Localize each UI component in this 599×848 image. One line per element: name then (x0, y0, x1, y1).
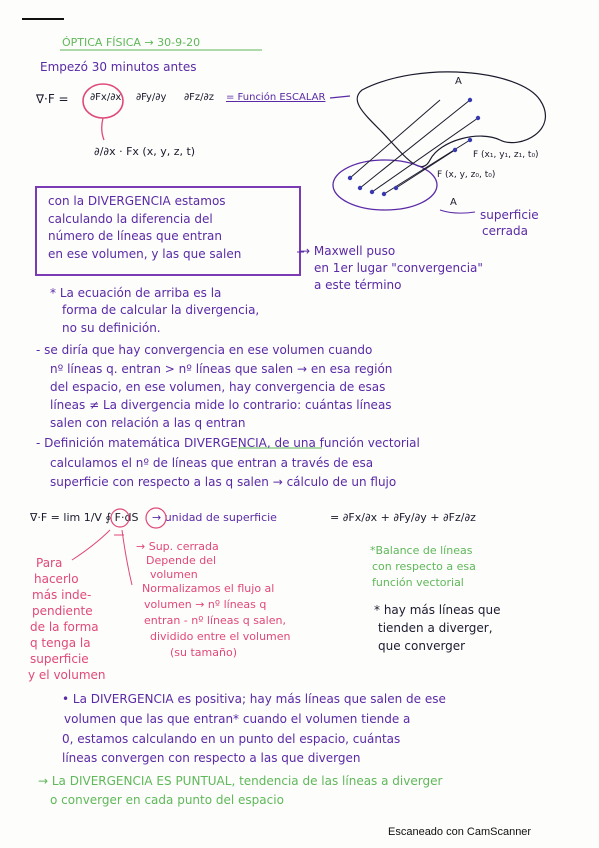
para-positiva-1: • La DIVERGENCIA es positiva; hay más líneas que salen de ese (62, 692, 446, 706)
mid-note-7: dividido entre el volumen (150, 630, 291, 643)
divergence-lhs: ∇·F = (36, 92, 69, 106)
mid-note-6: entran - nº líneas q salen, (144, 614, 286, 627)
pink-line-3: más inde- (32, 588, 92, 602)
intro-line: Empezó 30 minutos antes (40, 60, 197, 74)
divergence-sub: ∂/∂x · Fx (x, y, z, t) (94, 145, 196, 158)
box-line-2: calculando la diferencia del (48, 212, 213, 226)
page-title: ÓPTICA FÍSICA → 30-9-20 (62, 36, 201, 49)
term-link-arrow (102, 118, 104, 140)
pink-line-4: pendiente (32, 604, 93, 618)
f-label-2: F (x, y, z₀, t₀) (437, 170, 496, 180)
limit-eq-lhs: ∇·F = lim 1/V ∮ F·dS (30, 511, 139, 524)
surface-label-2: cerrada (482, 224, 528, 238)
pink-pointer-mid (122, 530, 132, 585)
note-ecuacion-1: * La ecuación de arriba es la (50, 286, 222, 300)
divergence-result: = Función ESCALAR (226, 92, 326, 103)
para-puntual-1: → La DIVERGENCIA ES PUNTUAL, tendencia de las líneas a diverger (38, 774, 443, 788)
divergence-term-y: ∂Fy/∂y (136, 92, 167, 103)
green-note-2: con respecto a esa (372, 560, 476, 573)
mid-note-2: Depende del (146, 554, 217, 567)
para-convergencia-2: nº líneas q. entran > nº líneas que salen → en esa región (50, 362, 393, 376)
black-note-2: tienden a diverger, (378, 621, 493, 635)
para-positiva-2: volumen que las que entran* cuando el volumen tiende a (64, 712, 411, 726)
box-line-1: con la DIVERGENCIA estamos (48, 194, 226, 208)
pink-line-7: superficie (30, 652, 89, 666)
para-convergencia-3: del espacio, en ese volumen, hay convergencia de esas (50, 380, 386, 394)
pink-pointer-left (72, 530, 110, 560)
f-label-1: F (x₁, y₁, z₁, t₀) (473, 150, 539, 160)
surface-label-1: superficie (480, 208, 539, 222)
limit-eq-unit: → unidad de superficie (152, 511, 277, 524)
pink-line-8: y el volumen (28, 668, 106, 682)
surface-pointer (440, 210, 475, 213)
divergence-term-z: ∂Fz/∂z (184, 92, 214, 103)
mid-note-5: volumen → nº líneas q (144, 598, 267, 611)
para-puntual-2: o converger en cada punto del espacio (50, 793, 284, 807)
eq-to-diagram-arrow (330, 96, 350, 98)
mid-note-3: volumen (150, 568, 198, 581)
black-note-3: que converger (378, 639, 466, 653)
black-note-1: * hay más líneas que (374, 603, 501, 617)
pink-line-5: de la forma (30, 620, 99, 634)
maxwell-line-1: → Maxwell puso (300, 244, 396, 258)
mid-note-4: Normalizamos el flujo al (142, 582, 275, 595)
para-convergencia-1: - se diría que hay convergencia en ese volumen cuando (36, 343, 373, 357)
para-positiva-3: 0, estamos calculando en un punto del espacio, cuántas (62, 732, 401, 746)
pink-line-1: Para (36, 556, 63, 570)
dS-circle (146, 508, 166, 528)
field-lines (350, 100, 478, 194)
maxwell-line-3: a este término (314, 278, 402, 292)
note-ecuacion-2: forma de calcular la divergencia, (62, 303, 260, 317)
mid-note-8: (su tamaño) (170, 646, 237, 659)
label-a-top: A (455, 76, 462, 87)
box-line-4: en ese volumen, y las que salen (48, 247, 242, 261)
camscanner-footer: Escaneado con CamScanner (388, 826, 532, 838)
maxwell-line-2: en 1er lugar "convergencia" (314, 261, 483, 275)
green-note-1: *Balance de líneas (370, 544, 473, 557)
note-ecuacion-3: no su definición. (62, 321, 161, 335)
ds-circle (111, 509, 129, 527)
green-note-3: función vectorial (372, 576, 464, 589)
first-term-circle (83, 84, 123, 118)
limit-eq-rhs: = ∂Fx/∂x + ∂Fy/∂y + ∂Fz/∂z (330, 511, 476, 524)
divergence-term-x: ∂Fx/∂x (90, 92, 122, 103)
pink-line-2: hacerlo (34, 572, 79, 586)
para-definicion-1: - Definición matemática DIVERGENCIA, de una función vectorial (36, 436, 420, 450)
para-definicion-3: superficie con respecto a las q salen → cálculo de un flujo (50, 475, 397, 489)
box-line-3: número de líneas que entran (48, 229, 223, 243)
para-positiva-4: líneas convergen con respecto a las que divergen (62, 751, 361, 765)
para-definicion-2: calculamos el nº de líneas que entran a través de esa (50, 456, 374, 470)
para-convergencia-4: líneas ≠ La divergencia mide lo contrario: cuántas líneas (50, 398, 392, 412)
pink-line-6: q tenga la (30, 636, 91, 650)
label-a-bottom: A (450, 197, 457, 208)
mid-note-1: → Sup. cerrada (136, 540, 219, 553)
para-convergencia-5: salen con relación a las q entran (50, 416, 246, 430)
